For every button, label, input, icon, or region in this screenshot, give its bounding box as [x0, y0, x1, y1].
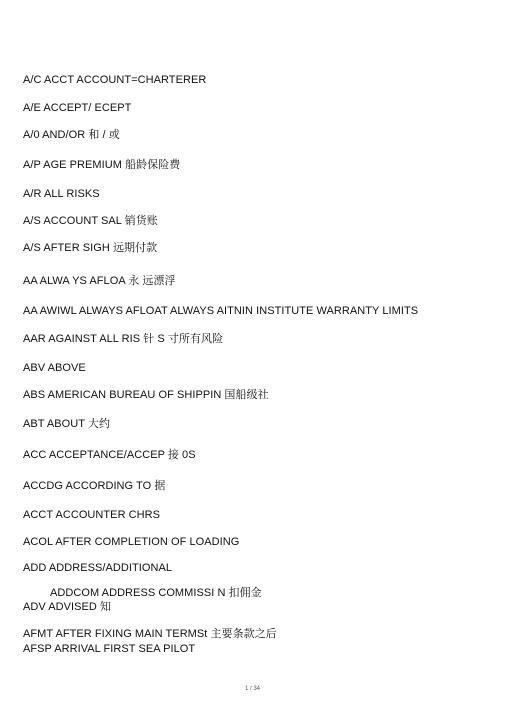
- glossary-line: AFSP ARRIVAL FIRST SEA PILOT: [23, 643, 196, 655]
- glossary-line: ADD ADDRESS/ADDITIONAL: [23, 562, 173, 574]
- glossary-line: ACCDG ACCORDING TO 据: [23, 480, 166, 492]
- glossary-line: A/P AGE PREMIUM 船龄保险费: [23, 159, 181, 171]
- glossary-line: A/R ALL RISKS: [23, 188, 100, 200]
- glossary-line: A/S AFTER SIGH 远期付款: [23, 242, 158, 254]
- glossary-line: ACCT ACCOUNTER CHRS: [23, 509, 161, 521]
- glossary-line: AA ALWA YS AFLOA 永 远漂浮: [23, 275, 176, 287]
- glossary-line: ACC ACCEPTANCE/ACCEP 接 0S: [23, 449, 196, 461]
- glossary-line: ACOL AFTER COMPLETION OF LOADING: [23, 536, 240, 548]
- glossary-line: AAR AGAINST ALL RIS 针 S 寸所有风险: [23, 333, 224, 345]
- glossary-line: A/S ACCOUNT SAL 销货账: [23, 215, 158, 227]
- glossary-line: AFMT AFTER FIXING MAIN TERMSt 主要条款之后: [23, 628, 277, 640]
- glossary-line: AA AWIWL ALWAYS AFLOAT ALWAYS AITNIN INSTITUTE WARRANTY LIMITS: [23, 305, 419, 317]
- glossary-line: A/0 AND/OR 和 / 或: [23, 129, 120, 141]
- glossary-line: A/C ACCT ACCOUNT=CHARTERER: [23, 74, 207, 86]
- glossary-line: ADDCOM ADDRESS COMMISSI N 扣佣金: [50, 587, 262, 599]
- glossary-line: ABT ABOUT 大约: [23, 418, 110, 430]
- glossary-line: ADV ADVISED 知: [23, 601, 112, 613]
- glossary-line: A/E ACCEPT/ ECEPT: [23, 102, 132, 114]
- glossary-line: ABS AMERICAN BUREAU OF SHIPPIN 国船级社: [23, 389, 269, 401]
- glossary-line: ABV ABOVE: [23, 362, 86, 374]
- page-number: 1 / 34: [244, 686, 260, 692]
